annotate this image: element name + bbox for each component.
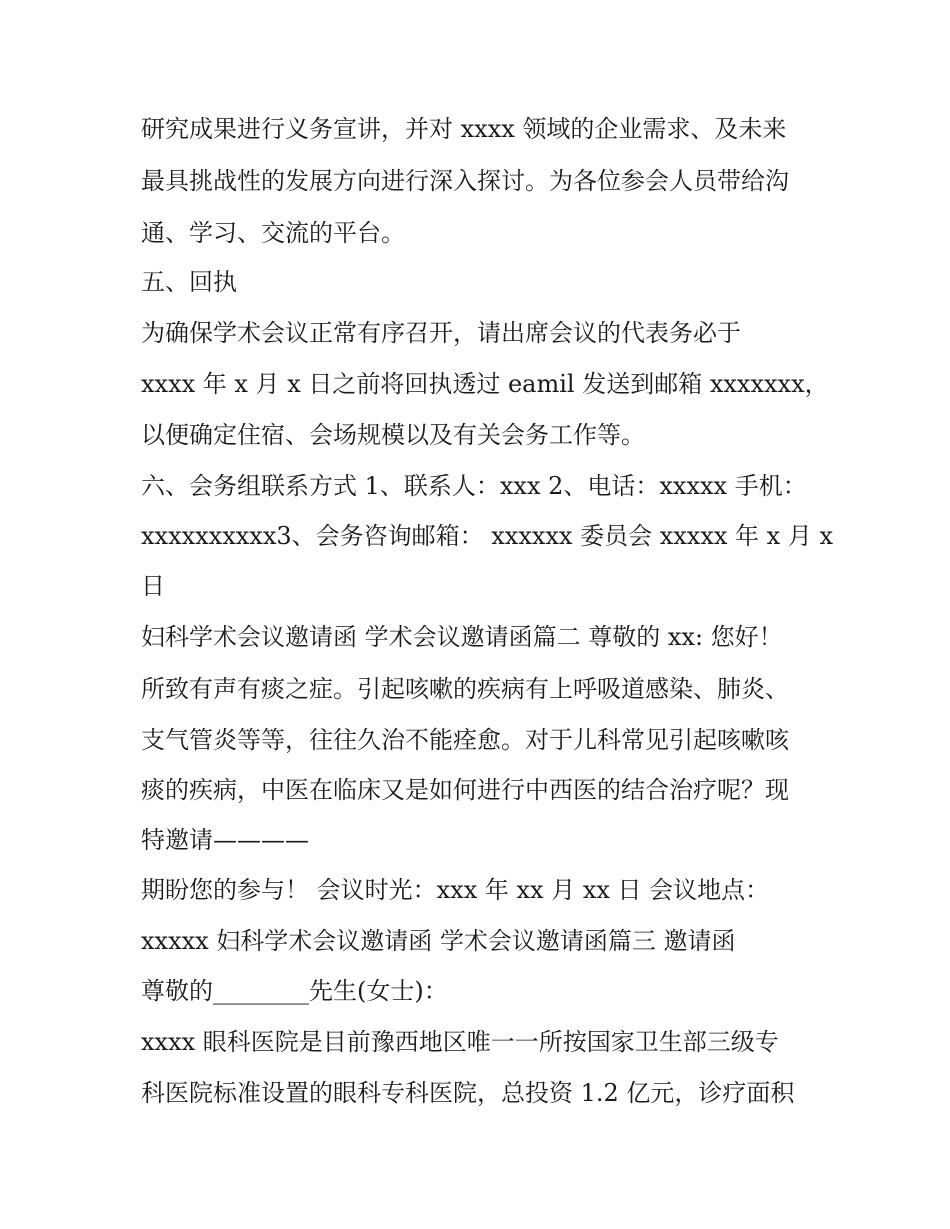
section-heading: 六、会务组联系方式 1、联系人：xxx 2、电话：xxxxx 手机： (141, 472, 807, 500)
text-line: 痰的疾病，中医在临床又是如何进行中西医的结合治疗呢？现 (141, 776, 789, 804)
text-line: xxxx 年 x 月 x 日之前将回执透过 eamil 发送到邮箱 xxxxxxx， (141, 370, 829, 398)
text-line: 期盼您的参与！ 会议时光：xxx 年 xx 月 xx 日 会议地点： (141, 876, 770, 904)
text-line: 最具挑战性的发展方向进行深入探讨。为各位参会人员带给沟 (141, 167, 789, 195)
text-line: xxxxxxxxxx3、会务咨询邮箱： xxxxxx 委员会 xxxxx 年 x 月 x (141, 522, 833, 550)
text-line: 妇科学术会议邀请函 学术会议邀请函篇二 尊敬的 xx: 您好！ (141, 623, 783, 651)
text-line: 通、学习、交流的平台。 (141, 219, 405, 247)
text-line: 研究成果进行义务宣讲，并对 xxxx 领域的企业需求、及未来 (141, 115, 787, 143)
text-line: 支气管炎等等，往往久治不能痊愈。对于儿科常见引起咳嗽咳 (141, 726, 789, 754)
text-line: 以便确定住宿、会场规模以及有关会务工作等。 (141, 421, 645, 449)
text-line: xxxx 眼科医院是目前豫西地区唯一一所按国家卫生部三级专 (141, 1028, 779, 1056)
text-line: 为确保学术会议正常有序召开，请出席会议的代表务必于 (141, 319, 741, 347)
text-line: 特邀请———— (141, 826, 309, 854)
section-heading: 五、回执 (141, 268, 237, 296)
text-line: 科医院标准设置的眼科专科医院，总投资 1.2 亿元，诊疗面积 (141, 1079, 795, 1107)
text-line: 日 (141, 572, 165, 600)
text-line: 尊敬的________先生(女士)： (141, 977, 448, 1005)
text-line: 所致有声有痰之症。引起咳嗽的疾病有上呼吸道感染、肺炎、 (141, 675, 789, 703)
text-line: xxxxx 妇科学术会议邀请函 学术会议邀请函篇三 邀请函 (141, 927, 736, 955)
